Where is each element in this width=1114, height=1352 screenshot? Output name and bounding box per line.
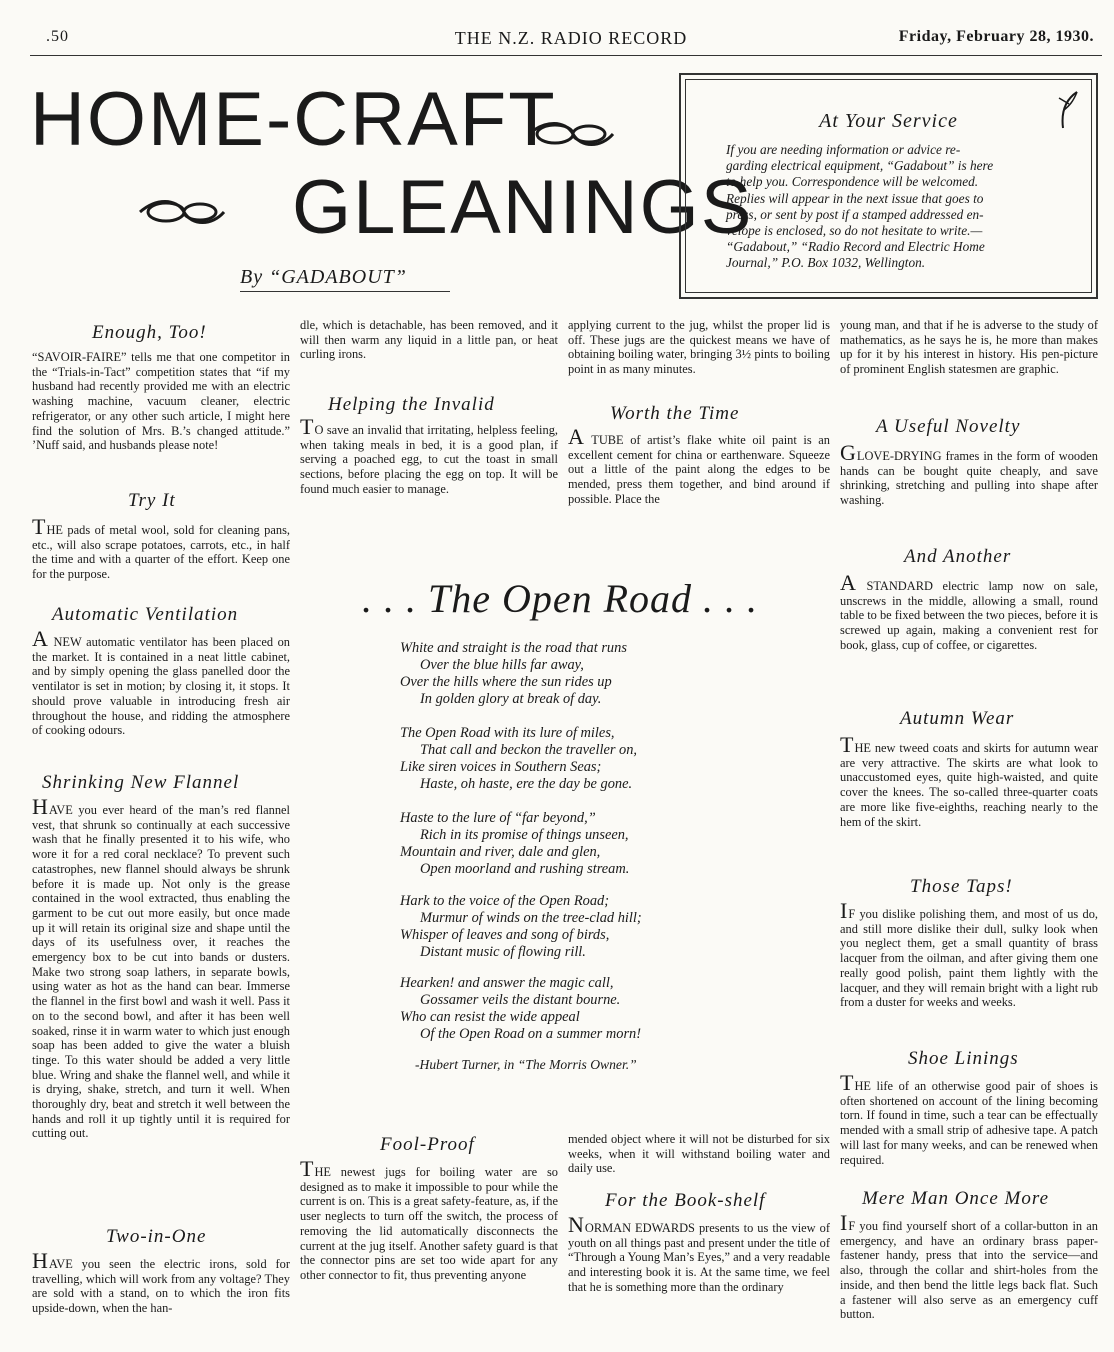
heading-shoe-linings: Shoe Linings bbox=[908, 1048, 1019, 1069]
heading-and-another: And Another bbox=[904, 546, 1012, 567]
article-body: young man, and that if he is adverse to the study of mathematics, as he says he is, he more than makes up for it by his interest in history. His pen-picture of prominent English statesmen are graphic. bbox=[840, 318, 1098, 377]
poem-line: Haste to the lure of “far beyond,” bbox=[400, 810, 596, 826]
article-body: dle, which is detachable, has been removed, and it will then warm any liquid in a little pan, or heat curling irons. bbox=[300, 318, 558, 362]
article-body: ORMAN EDWARDS presents to us the view of youth on all things past and present under the title of “Through a Young Man’s Eyes,” and a very readable and interesting book it is. At the same time, we feel that he is something more than the ordinary bbox=[568, 1221, 830, 1294]
issue-date: Friday, February 28, 1930. bbox=[898, 28, 1094, 45]
drop-cap: H bbox=[32, 794, 48, 819]
poem-line: Murmur of winds on the tree-clad hill; bbox=[420, 910, 642, 926]
service-line: velope is enclosed, so do not hesitate to write.— bbox=[726, 223, 983, 239]
drop-cap: T bbox=[300, 414, 314, 439]
heading-try-it: Try It bbox=[128, 490, 176, 511]
article-body: O save an invalid that irritating, helpless feeling, when taking meals in bed, it is a good plan, if serving a poached egg, to cut the toast in small sections, before placing the egg on top. It will be found much easier to manage. bbox=[300, 423, 558, 496]
service-line: Replies will appear in the next issue that goes to bbox=[726, 190, 984, 206]
drop-cap: A bbox=[840, 570, 856, 595]
article-automatic-ventilation bbox=[32, 626, 290, 738]
page-number: .50 bbox=[46, 28, 69, 45]
poem-line: Who can resist the wide appeal bbox=[400, 1009, 580, 1025]
poem-line: Mountain and river, dale and glen, bbox=[400, 844, 601, 860]
drop-cap: H bbox=[32, 1248, 48, 1273]
article-continuation bbox=[840, 318, 1098, 377]
poem-line: Hearken! and answer the magic call, bbox=[400, 975, 614, 991]
scroll-ornament-icon bbox=[136, 190, 228, 234]
article-and-another bbox=[840, 570, 1098, 653]
service-box-body bbox=[726, 142, 1071, 272]
heading-two-in-one: Two-in-One bbox=[106, 1226, 207, 1247]
poem-line: Like siren voices in Southern Seas; bbox=[400, 759, 602, 775]
heading-a-useful-novelty: A Useful Novelty bbox=[876, 416, 1021, 437]
article-worth-the-time bbox=[568, 424, 830, 507]
service-line: press, or sent by post if a stamped addressed en- bbox=[726, 206, 984, 222]
page-title-line2: GLEANINGS bbox=[292, 165, 754, 250]
publication-title: THE N.Z. RADIO RECORD bbox=[454, 28, 688, 48]
article-body: HE life of an otherwise good pair of shoes is often shortened on account of the lining becoming torn. If found in time, such a tear can be effectually mended with a small strip of adhesive tape. A patch will last for many weeks, and can be renewed when required. bbox=[840, 1079, 1098, 1167]
service-line: garding electrical equipment, “Gadabout” is here bbox=[726, 158, 994, 174]
poem-line: Over the blue hills far away, bbox=[420, 657, 584, 673]
poem-stanza bbox=[400, 893, 780, 961]
article-mere-man-once-more bbox=[840, 1210, 1098, 1322]
article-continuation bbox=[568, 318, 830, 377]
article-body: NEW automatic ventilator has been placed on the market. It is contained in a neat little cabinet, and by simply opening the glass panelled door the ventilator is set in motion; by closing it, it stops. It should prove valuable in introducing fresh air throughout the house, and ridding the atmosphere of cooking odours. bbox=[32, 635, 290, 738]
article-a-useful-novelty bbox=[840, 440, 1098, 508]
article-continuation bbox=[300, 318, 558, 362]
poem-line: The Open Road with its lure of miles, bbox=[400, 725, 615, 741]
poem-line: That call and beckon the traveller on, bbox=[420, 742, 638, 758]
heading-shrinking-new-flannel: Shrinking New Flannel bbox=[42, 772, 240, 793]
heading-fool-proof: Fool-Proof bbox=[380, 1134, 475, 1155]
article-body: F you find yourself short of a collar-button in an emergency, and have an ordinary brass paper-fastener handy, press that into the service—and also, through the collar and shirt-holes from the inside, and then bend the little legs back flat. Such a fastener will also serve as an emergency cuff button. bbox=[840, 1219, 1098, 1322]
article-body: STANDARD electric lamp now on sale, unscrews in the middle, allowing a small, round table to be fixed between the two pieces, before it is screwed up again, making a convenient rest for book, glass, cup of coffee, or cigarettes. bbox=[840, 579, 1098, 652]
article-body: AVE you ever heard of the man’s red flannel vest, that shrunk so continually at each successive wash that he finally presented it to his wife, who wore it for a red coral necklace? To prevent such catastrophes, new flannel should always be shrunk before it is made up. Not only is the grease contained in the wool extracted, thus enabling the garment to be cut out more easily, but once made up it will retain its original size and shape until the days of its usefulness over, it reaches the emergency box to be cut into bands or dusters. Make two strong soap lathers, in separate bowls, using water as hot as the hand can bear. Immerse the flannel in the first bowl and wash it well. Pass it on to the second bowl, and after it has been well soaked, rinse it in warm water to which just enough soap has been added to give the water a bluish tinge. To this water should be added a very little blue. Wring and shake the flannel well, and while it is drying, shake, stretch, and turn it well. When thoroughly dry, beat and stretch it well between the hands and roll it up tightly until it is required for cutting out. bbox=[32, 803, 290, 1141]
drop-cap: T bbox=[840, 732, 854, 757]
service-line: If you are needing information or advice re- bbox=[726, 142, 961, 157]
article-fool-proof bbox=[300, 1156, 558, 1283]
scroll-ornament-icon bbox=[525, 112, 617, 156]
poem-line: Hark to the voice of the Open Road; bbox=[400, 893, 610, 909]
heading-helping-the-invalid: Helping the Invalid bbox=[328, 394, 495, 415]
article-those-taps bbox=[840, 898, 1098, 1010]
article-helping-the-invalid bbox=[300, 414, 558, 497]
masthead bbox=[40, 24, 1102, 48]
service-line: to help you. Correspondence will be welcomed. bbox=[726, 174, 979, 190]
drop-cap: N bbox=[568, 1212, 584, 1237]
article-autumn-wear bbox=[840, 732, 1098, 829]
drop-cap: T bbox=[32, 514, 46, 539]
poem-line: Rich in its promise of things unseen, bbox=[420, 827, 629, 843]
heading-automatic-ventilation: Automatic Ventilation bbox=[52, 604, 239, 625]
drop-cap: A bbox=[568, 424, 584, 449]
article-body: TUBE of artist’s flake white oil paint is an excellent cement for china or earthenware. Squeeze out a little of the paint along the edges to be mended, press them together, and bind around if possible. Place the bbox=[568, 433, 830, 506]
poem-line: Open moorland and rushing stream. bbox=[420, 861, 630, 877]
article-try-it bbox=[32, 514, 290, 582]
drop-cap: I bbox=[840, 1210, 848, 1235]
poem-line: Of the Open Road on a summer morn! bbox=[420, 1026, 642, 1042]
service-line: Journal,” P.O. Box 1032, Wellington. bbox=[726, 255, 926, 271]
article-for-the-bookshelf bbox=[568, 1212, 830, 1295]
article-shoe-linings bbox=[840, 1070, 1098, 1167]
article-body: HE new tweed coats and skirts for autumn wear are very attractive. The skirts are what look to unaccustomed eyes, quite high-waisted, and quite cover the knees. The so-called three-quarter coats are more like five-eighths, reaching nearly to the hem of the skirt. bbox=[840, 741, 1098, 829]
heading-autumn-wear: Autumn Wear bbox=[900, 708, 1015, 729]
poem-stanza bbox=[400, 640, 780, 708]
drop-cap: T bbox=[300, 1156, 314, 1181]
poem-line: Distant music of flowing rill. bbox=[420, 944, 586, 960]
article-body: applying current to the jug, whilst the proper lid is off. These jugs are the quickest means we have of obtaining boiling water, bringing 3½ pints to boiling point in as many minutes. bbox=[568, 318, 830, 377]
masthead-rule bbox=[30, 55, 1102, 56]
article-body: HE pads of metal wool, sold for cleaning pans, etc., will also scrape potatoes, carrots, etc., in half the time and with a quarter of the effort. Keep one for the purpose. bbox=[32, 523, 290, 582]
article-body: mended object where it will not be disturbed for six weeks, when it will withstand boiling water and daily use. bbox=[568, 1132, 830, 1176]
service-box-frame bbox=[685, 79, 1092, 293]
drop-cap: G bbox=[840, 440, 856, 465]
article-body: AVE you seen the electric irons, sold for travelling, which will work from any voltage? They are sold with a stand, on to which the iron fits upside-down, when the han- bbox=[32, 1257, 290, 1316]
poem-line: In golden glory at break of day. bbox=[420, 691, 602, 707]
poem-line: Gossamer veils the distant bourne. bbox=[420, 992, 621, 1008]
poem-line: Haste, oh haste, ere the day be gone. bbox=[420, 776, 633, 792]
byline: By “GADABOUT” bbox=[240, 266, 450, 292]
article-shrinking-new-flannel bbox=[32, 794, 290, 1141]
heading-worth-the-time: Worth the Time bbox=[610, 403, 740, 424]
service-box-title: At Your Service bbox=[819, 110, 958, 132]
poem-stanza bbox=[400, 810, 780, 878]
poem-line: Over the hills where the sun rides up bbox=[400, 674, 612, 690]
poem-line: Whisper of leaves and song of birds, bbox=[400, 927, 610, 943]
service-box bbox=[679, 73, 1098, 299]
page-title-line1: HOME-CRAFT bbox=[30, 77, 557, 162]
article-body: HE newest jugs for boiling water are so designed as to make it impossible to pour while the current is on. This is a great safety-feature, as, if the user neglects to turn off the switch, the process of removing the lid automatically disconnects the current at the jug itself. Another safety guard is that the connector pins are set too wide apart for any other connector to fit, thus preventing anyone bbox=[300, 1165, 558, 1282]
poem-line: White and straight is the road that runs bbox=[400, 640, 627, 656]
poem-stanza bbox=[400, 975, 780, 1043]
poem-attribution: -Hubert Turner, in “The Morris Owner.” bbox=[415, 1057, 637, 1072]
article-enough-too bbox=[32, 350, 290, 453]
heading-those-taps: Those Taps! bbox=[910, 876, 1013, 897]
article-body: F you dislike polishing them, and most of us do, and still more dislike their dull, sulky look when you neglect them, get a small quantity of brass lacquer from the oilman, and after giving them one really good polish, paint them lightly with the lacquer, and they will remain bright with a light rub from a duster for weeks and weeks. bbox=[840, 907, 1098, 1010]
article-two-in-one bbox=[32, 1248, 290, 1316]
poem-stanza bbox=[400, 725, 780, 793]
drop-cap: I bbox=[840, 898, 848, 923]
heading-for-the-bookshelf: For the Book-shelf bbox=[605, 1190, 766, 1211]
heading-enough-too: Enough, Too! bbox=[92, 322, 207, 343]
article-body: “SAVOIR-FAIRE” tells me that one competitor in the “Trials-in-Tact” competition states that “if my husband had recently provided me with an electric washing machine, vacuum cleaner, electric refrigerator, or any other such article, I might here find the solution of Mrs. B.’s changed attitude.” ’Nuff said, and husbands please note! bbox=[32, 350, 290, 453]
drop-cap: T bbox=[840, 1070, 854, 1095]
article-continuation bbox=[568, 1132, 830, 1176]
service-line: “Gadabout,” “Radio Record and Electric Home bbox=[726, 239, 985, 255]
heading-mere-man-once-more: Mere Man Once More bbox=[862, 1188, 1049, 1209]
article-body: LOVE-DRYING frames in the form of wooden hands can be bought quite cheaply, and save shrinking, stretching and pulling into shape after washing. bbox=[840, 449, 1098, 508]
poem-title: . . . The Open Road . . . bbox=[361, 576, 759, 621]
drop-cap: A bbox=[32, 626, 48, 651]
